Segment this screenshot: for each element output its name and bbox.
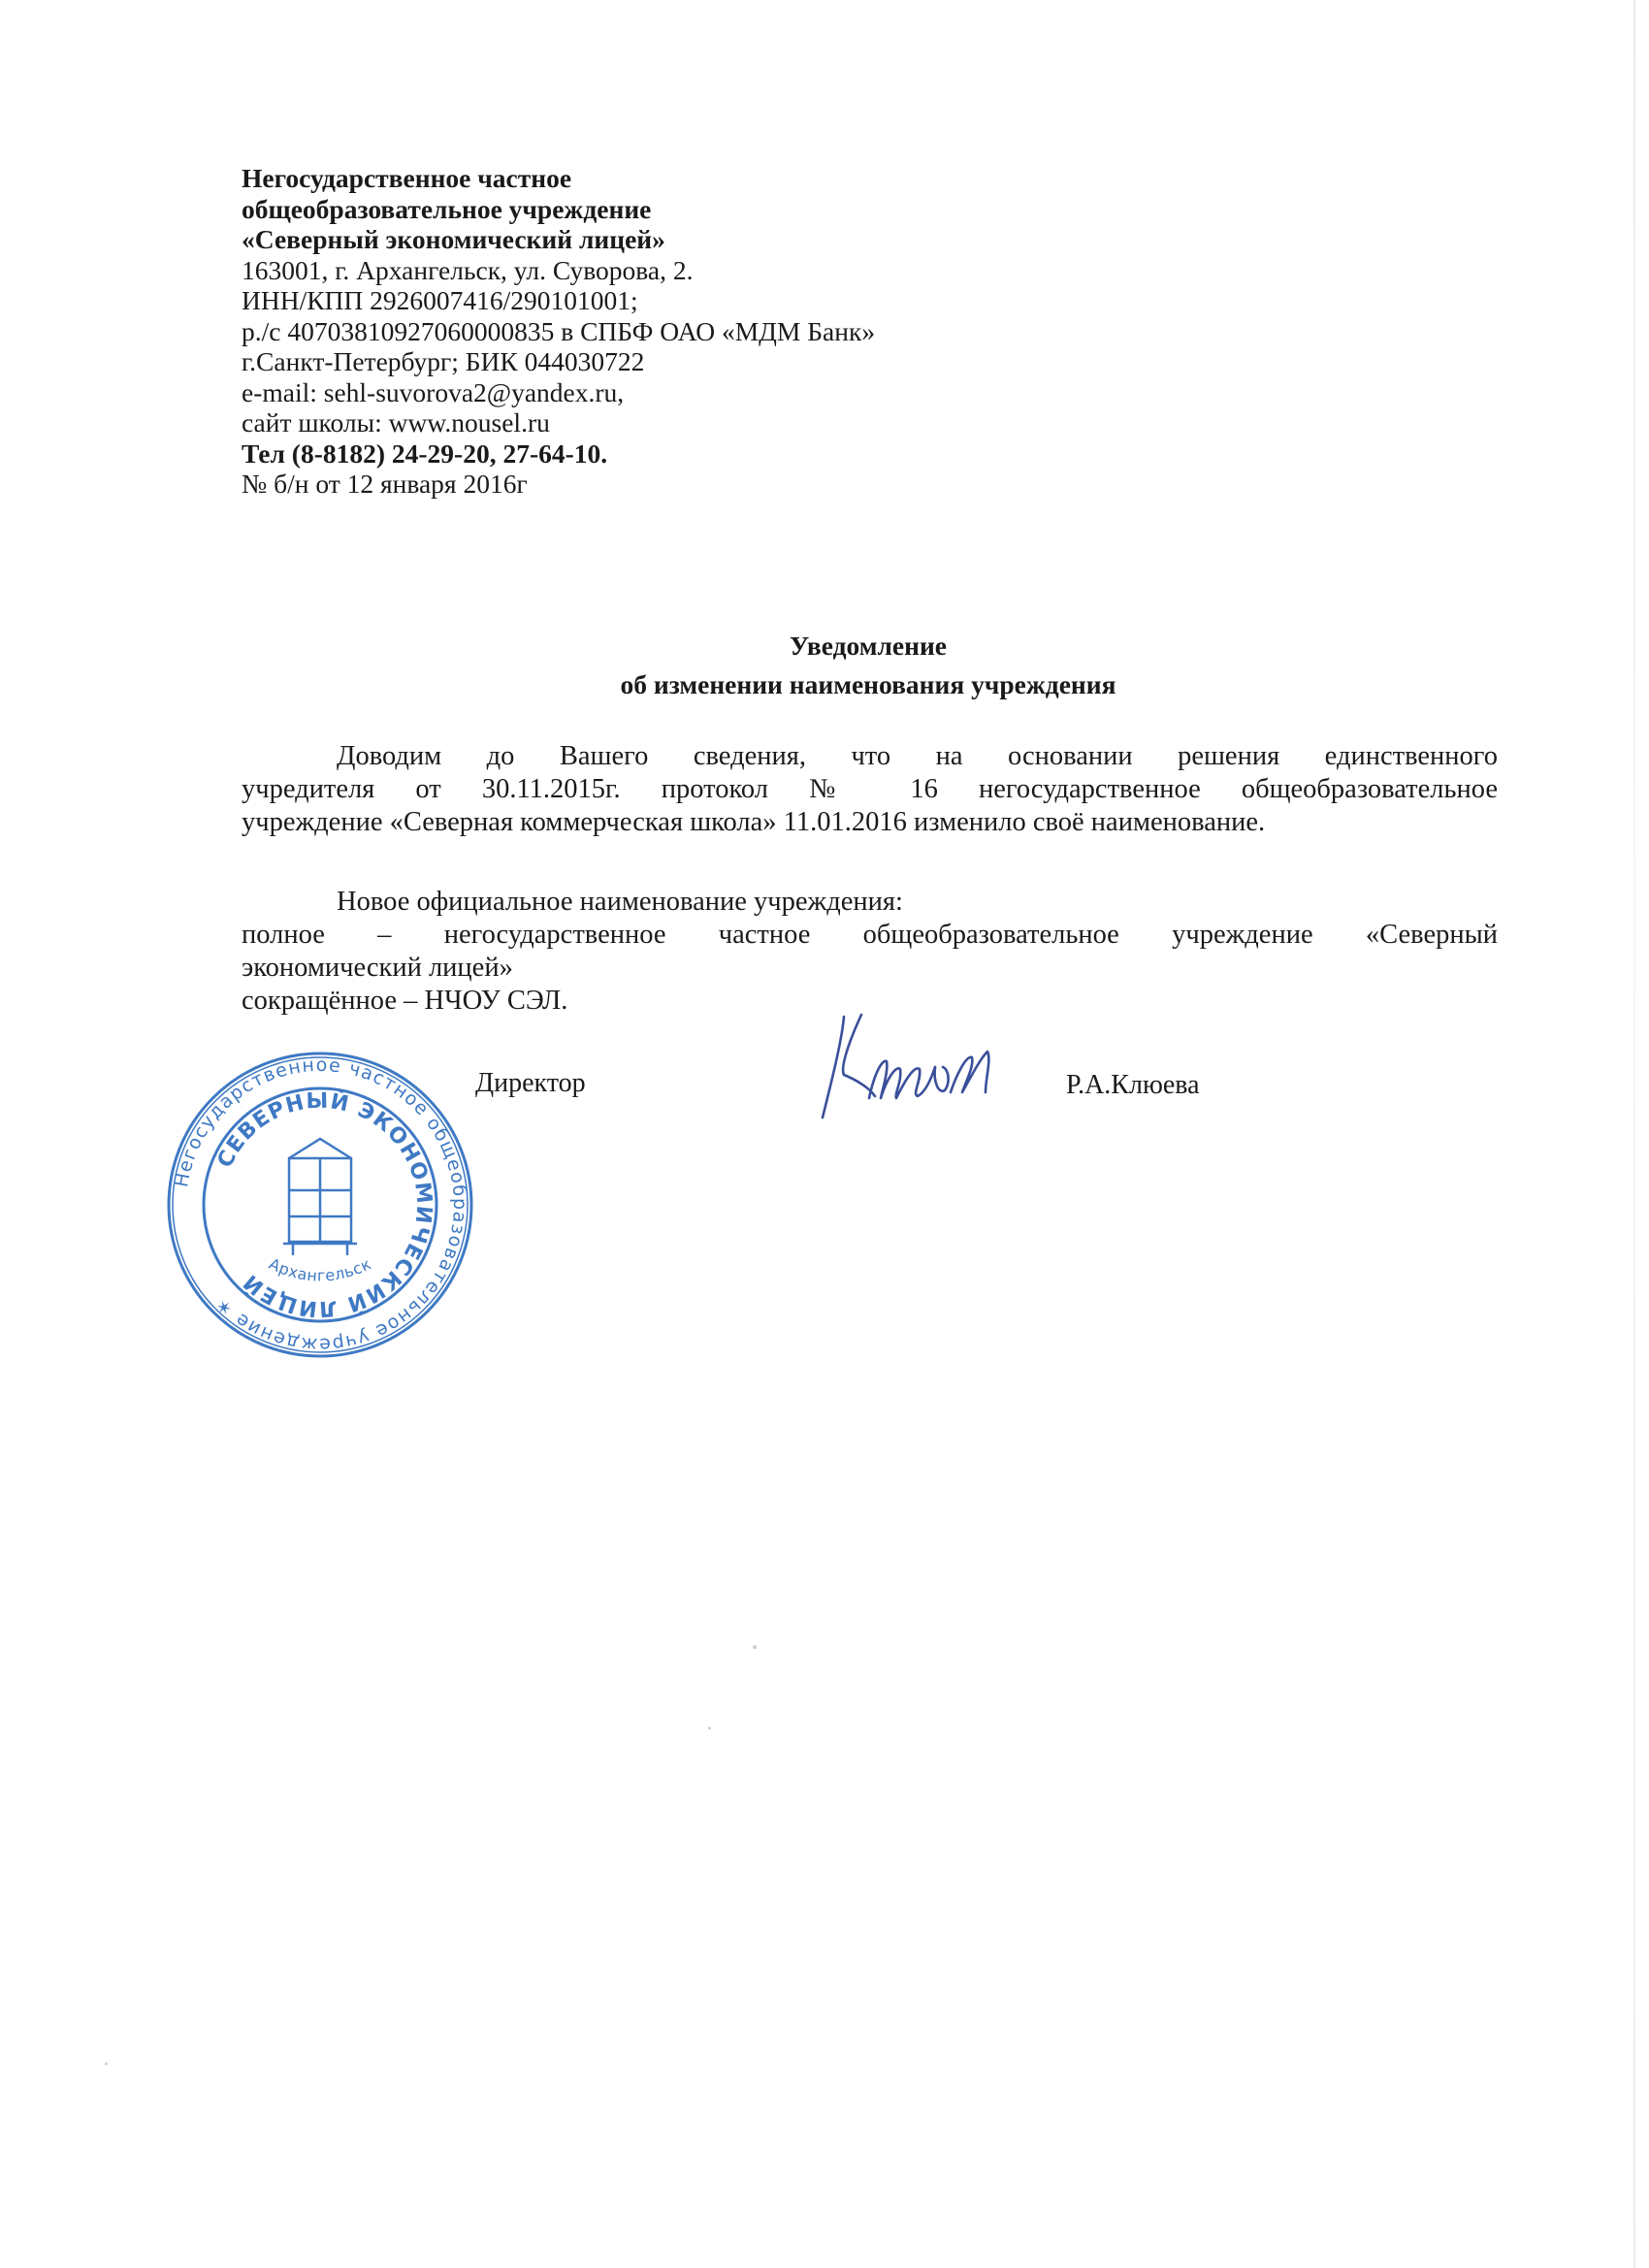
document-reference: № б/н от 12 января 2016г [242,469,528,499]
scan-speck [753,1645,757,1649]
org-address: 163001, г. Архангельск, ул. Суворова, 2. [242,254,694,285]
handwritten-signature [815,1011,1009,1127]
short-name: сокращённое – НЧОУ СЭЛ. [242,986,568,1016]
org-bank-account: р./с 40703810927060000835 в СПБФ ОАО «МДМ Банк» [242,315,876,346]
official-seal [165,1050,475,1360]
org-phone: Тел (8-8182) 24-29-20, 27-64-10. [242,437,608,469]
scan-speck [105,2062,108,2065]
org-bank-city: г.Санкт-Петербург; БИК 044030722 [242,346,645,376]
svg-text:Негосударственное частное обще: Негосударственное частное общеобразовательное учреждение ✶ [171,1053,471,1356]
org-name-line1: Негосударственное частное [242,163,572,193]
org-email: e-mail: sehl-suvorova2@yandex.ru, [242,376,625,407]
signatory-position: Директор [475,1068,586,1098]
org-inn-kpp: ИНН/КПП 2926007416/290101001; [242,285,638,315]
full-name-line1: полное – негосударственное частное общеобразовательное учреждение «Северный [242,920,1498,950]
signatory-name: Р.А.Клюева [1066,1070,1200,1100]
org-name-line3: «Северный экономический лицей» [242,224,665,254]
new-name-intro: Новое официальное наименование учреждения: [337,887,903,917]
body-para1-line1: Доводим до Вашего сведения, что на основании решения единственного [337,741,1498,771]
org-website: сайт школы: www.nousel.ru [242,407,550,437]
svg-text:Архангельск: Архангельск [266,1254,374,1285]
scan-speck [708,1727,711,1730]
svg-text:СЕВЕРНЫЙ ЭКОНОМИЧЕСКИЙ ЛИЦЕЙ: СЕВЕРНЫЙ ЭКОНОМИЧЕСКИЙ ЛИЦЕЙ [212,1088,436,1321]
document-subtitle: об изменении наименования учреждения [620,669,1116,699]
org-name-line2: общеобразовательное учреждение [242,193,652,224]
letterhead [242,163,1115,500]
scan-edge [1633,0,1635,2268]
body-para1-line2: учредителя от 30.11.2015г. протокол № 16 негосударственное общеобразовательное [242,774,1498,804]
body-para1-line3: учреждение «Северная коммерческая школа» 11.01.2016 изменило своё наименование. [242,807,1266,837]
document-title: Уведомление [789,631,948,661]
full-name-line2: экономический лицей» [242,953,513,983]
